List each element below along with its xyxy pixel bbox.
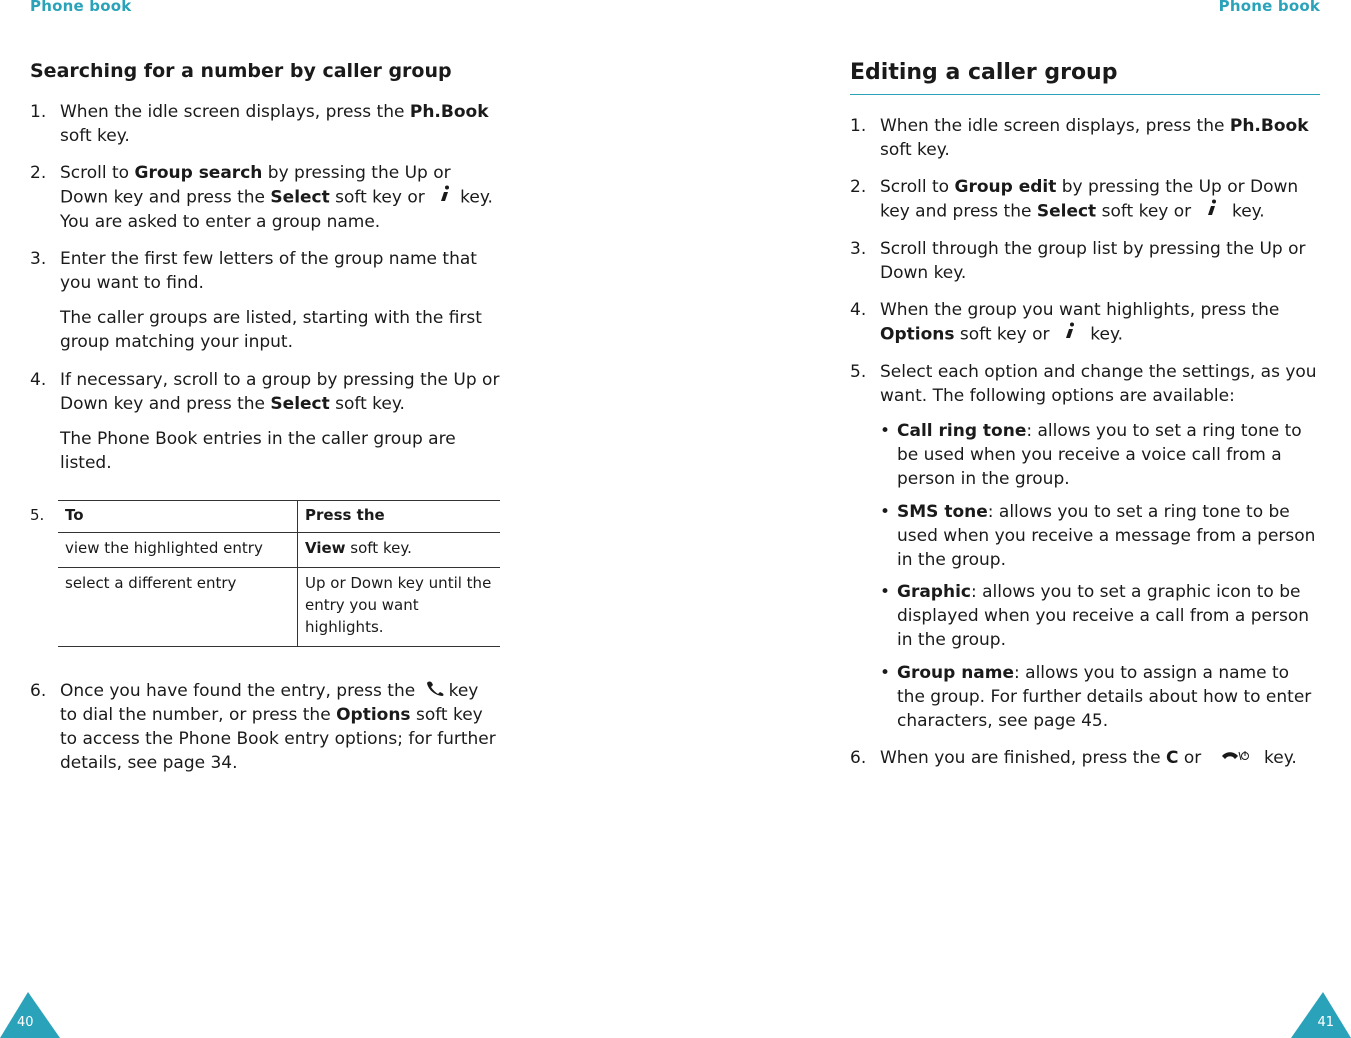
- page-number: 41: [1317, 1015, 1334, 1030]
- step-2: 2. Scroll to Group search by pressing the Up or Down key and press the Select soft key or key. You are asked to enter a group name.: [30, 163, 493, 232]
- option-term: Call ring tone: [897, 421, 1027, 441]
- table-cell: view the highlighted entry: [58, 533, 298, 568]
- key-name: Select: [270, 187, 330, 208]
- table-cell: View soft key.: [305, 539, 412, 557]
- option-term: Group name: [897, 663, 1015, 683]
- running-head: Phone book: [30, 0, 132, 15]
- key-name: C: [1165, 748, 1179, 768]
- step-3-note: The caller groups are listed, starting with the first group matching your input.: [60, 308, 482, 352]
- step-6: 6. When you are finished, press the C or key.: [850, 748, 1297, 768]
- step-number: 2.: [850, 177, 867, 197]
- table-header: Press the: [305, 506, 385, 524]
- step-number: 1.: [30, 102, 47, 122]
- page-number-tab: [1291, 992, 1351, 1038]
- step-4: 4. If necessary, scroll to a group by pressing the Up or Down key and press the Select soft key.: [30, 370, 500, 414]
- step-number: 4.: [850, 300, 867, 320]
- section-title: Editing a caller group: [850, 60, 1320, 95]
- step-1: 1. When the idle screen displays, press the Ph.Book soft key.: [30, 102, 489, 146]
- step-1: 1. When the idle screen displays, press the Ph.Book soft key.: [850, 116, 1309, 160]
- option-bullet: • Graphic: allows you to set a graphic icon to be displayed when you receive a call from a person in the group.: [880, 582, 1309, 650]
- step-2: 2. Scroll to Group edit by pressing the Up or Down key and press the Select soft key or key.: [850, 175, 1320, 224]
- option-term: Graphic: [897, 582, 971, 602]
- menu-name: Group edit: [954, 177, 1057, 197]
- end-power-key-icon: [1221, 746, 1249, 770]
- step-number: 2.: [30, 163, 47, 183]
- running-head: Phone book: [1218, 0, 1320, 15]
- key-name: Select: [270, 394, 330, 414]
- menu-ok-key-icon: [1063, 322, 1077, 347]
- section-title: Searching for a number by caller group: [30, 60, 452, 82]
- step-3: 3. Enter the first few letters of the group name that you want to find.: [30, 249, 477, 293]
- option-bullet: • Group name: allows you to assign a name to the group. For further details about how to enter characters, see page 45.: [880, 663, 1312, 731]
- option-bullet: • SMS tone: allows you to set a ring tone to be used when you receive a message from a person in the group.: [880, 502, 1316, 570]
- key-name: Select: [1036, 201, 1097, 222]
- option-term: SMS tone: [897, 502, 988, 522]
- table-cell: select a different entry: [58, 568, 298, 647]
- step-number: 5.: [30, 506, 45, 524]
- step-number: 6.: [850, 748, 867, 768]
- key-name: Ph.Book: [1229, 116, 1309, 136]
- step-3: 3. Scroll through the group list by pressing the Up or Down key.: [850, 239, 1306, 283]
- step-4: 4. When the group you want highlights, press the Options soft key or key.: [850, 298, 1320, 347]
- step-number: 1.: [850, 116, 867, 136]
- key-name: Options: [880, 324, 955, 345]
- step-5: 5. Select each option and change the settings, as you want. The following options are available:: [850, 362, 1317, 406]
- step-4-note: The Phone Book entries in the caller group are listed.: [60, 429, 456, 473]
- step-number: 5.: [850, 362, 867, 382]
- step-6: 6. Once you have found the entry, press the key to dial the number, or press the Options soft key to access the Phone Book entry options; for further details, see page 34.: [30, 681, 496, 773]
- option-bullet: • Call ring tone: allows you to set a ring tone to be used when you receive a voice call from a person in the group.: [880, 421, 1302, 489]
- step-number: 4.: [30, 370, 47, 390]
- menu-ok-key-icon: [1205, 199, 1219, 224]
- table-cell: Up or Down key until the entry you want highlights.: [305, 574, 492, 636]
- step-number: 3.: [850, 239, 867, 259]
- key-name: Ph.Book: [409, 102, 489, 122]
- key-name: Options: [336, 705, 411, 725]
- step-number: 3.: [30, 249, 47, 269]
- table-header: To: [58, 501, 298, 533]
- menu-name: Group search: [134, 163, 263, 183]
- step-number: 6.: [30, 681, 47, 701]
- page-number: 40: [17, 1015, 34, 1030]
